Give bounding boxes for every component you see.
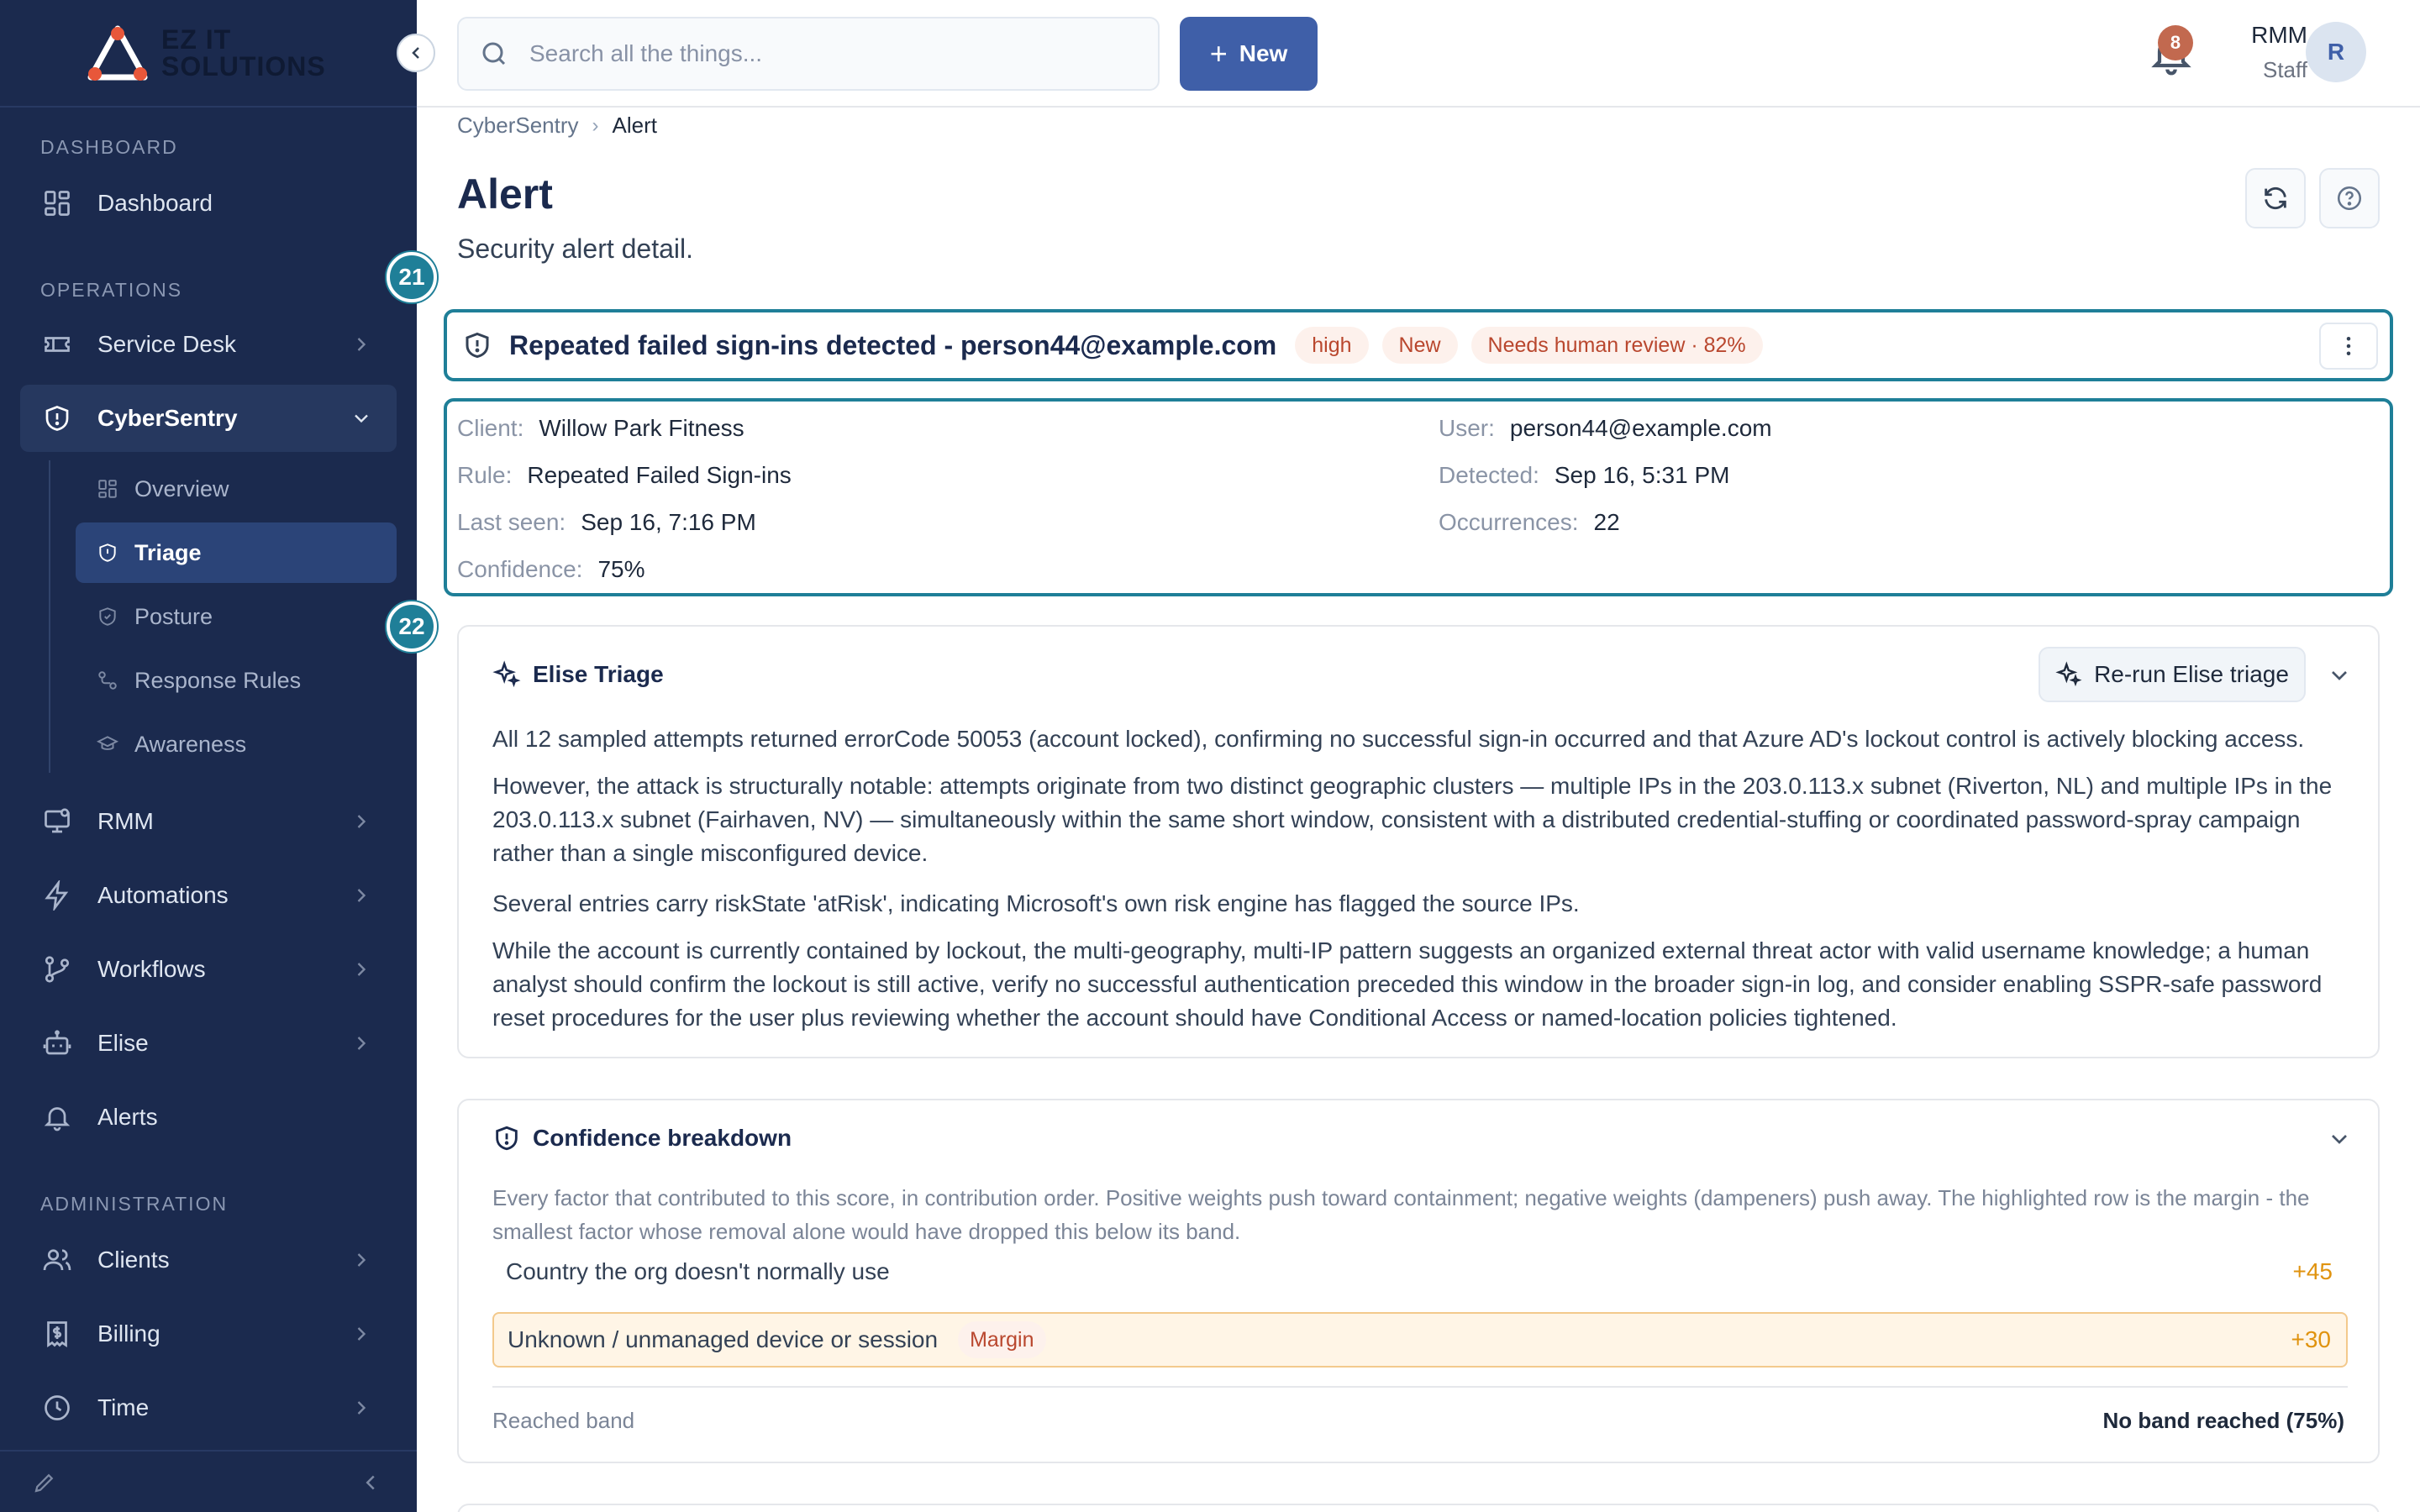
logo-icon: [87, 25, 148, 81]
confidence-title: [492, 1124, 792, 1152]
users-icon: [40, 1243, 74, 1277]
section-label-dashboard: DASHBOARD: [40, 136, 178, 158]
branch-icon: [40, 953, 74, 986]
collapse-sidebar-icon[interactable]: [358, 1470, 383, 1495]
sidebar-subitem-label: Triage: [134, 539, 202, 565]
confidence-description: Every factor that contributed to this score, in contribution order. Positive weights push toward containment; negative weights (dampeners) push away. The highlighted row is the margin - the smallest factor whose removal alone would have dropped this below its band.: [492, 1185, 2310, 1244]
sidebar-item-service-desk[interactable]: [20, 311, 397, 378]
sidebar: [0, 0, 417, 1512]
sidebar-item-billing[interactable]: [20, 1300, 397, 1368]
new-button[interactable]: [1180, 17, 1318, 91]
chevron-down-icon[interactable]: [2326, 1126, 2353, 1152]
sidebar-subitem-triage[interactable]: [76, 522, 397, 583]
sidebar-item-automations[interactable]: [20, 862, 397, 929]
sidebar-subitem-response-rules[interactable]: [76, 650, 397, 711]
refresh-button[interactable]: [2245, 168, 2306, 228]
step-marker-21: 21: [387, 252, 437, 302]
sidebar-item-label: Clients: [97, 1247, 170, 1273]
breadcrumb-current: Alert: [612, 113, 657, 138]
route-icon: [96, 669, 119, 692]
detail-label: Confidence:: [457, 556, 583, 582]
alert-title: Repeated failed sign-ins detected - person44@example.com: [509, 329, 1277, 360]
help-button[interactable]: [2319, 168, 2380, 228]
section-label-administration: ADMINISTRATION: [40, 1193, 229, 1215]
sidebar-subitem-awareness[interactable]: [76, 714, 397, 774]
triage-paragraph: Several entries carry riskState 'atRisk', indicating Microsoft's own risk engine has flagged the source IPs.: [492, 890, 1580, 916]
new-button-label: New: [1239, 40, 1288, 66]
chevron-right-icon: [350, 958, 373, 981]
factor-label: Country the org doesn't normally use: [506, 1258, 890, 1284]
detail-label: Client:: [457, 415, 524, 441]
sidebar-item-clients[interactable]: [20, 1226, 397, 1294]
chevron-right-icon: [350, 1322, 373, 1346]
review-badge: Needs human review · 82%: [1471, 327, 1763, 364]
detail-confidence: [457, 556, 644, 583]
brand-line-1: EZ IT: [161, 24, 232, 55]
sidebar-item-label: CyberSentry: [97, 405, 238, 431]
chevron-right-icon: [350, 810, 373, 833]
chevron-down-icon[interactable]: [2326, 662, 2353, 689]
chevron-right-icon: [350, 1396, 373, 1420]
alert-details: [444, 398, 2393, 596]
sidebar-item-label: Time: [97, 1394, 150, 1420]
triage-paragraph: All 12 sampled attempts returned errorCode 50053 (account locked), confirming no successful sign-in occurred and that Azure AD's lockout control is actively blocking access.: [492, 726, 2305, 752]
elise-triage-card: [457, 625, 2380, 1058]
top-bar: [417, 0, 2420, 108]
search-input[interactable]: [457, 17, 1160, 91]
ticket-icon: [40, 328, 74, 361]
detail-last-seen: [457, 509, 756, 536]
detail-label: Last seen:: [457, 509, 566, 535]
margin-badge: Margin: [958, 1321, 1045, 1358]
sidebar-item-label: Billing: [97, 1320, 160, 1347]
detail-value: Sep 16, 7:16 PM: [581, 509, 756, 535]
sidebar-item-label: Elise: [97, 1030, 149, 1056]
sidebar-subitem-overview[interactable]: [76, 459, 397, 519]
chevron-right-icon: [350, 1248, 373, 1272]
factor-label: Unknown / unmanaged device or session: [508, 1326, 939, 1352]
user-role: Staff: [2262, 57, 2307, 82]
sparkles-icon: [2055, 661, 2082, 688]
reached-band-label: Reached band: [492, 1408, 635, 1433]
sidebar-item-alerts[interactable]: [20, 1084, 397, 1151]
page-subtitle: Security alert detail.: [457, 234, 694, 264]
chevron-right-icon: [350, 884, 373, 907]
sidebar-footer: [0, 1450, 417, 1512]
bell-icon: [40, 1100, 74, 1134]
detail-label: User:: [1439, 415, 1495, 441]
detail-label: Rule:: [457, 462, 513, 488]
divider: [492, 1386, 2348, 1388]
card-title-text: Elise Triage: [533, 661, 664, 687]
sidebar-item-label: Dashboard: [97, 190, 213, 216]
avatar[interactable]: R: [2306, 22, 2366, 82]
detail-detected: [1439, 462, 1729, 489]
sidebar-item-label: Alerts: [97, 1104, 158, 1130]
grid-icon: [40, 186, 74, 220]
search-icon: [479, 39, 509, 69]
submenu-guide-line: [49, 460, 50, 773]
robot-icon: [40, 1026, 74, 1060]
step-marker-22: 22: [387, 601, 437, 652]
alert-header: [444, 309, 2393, 381]
sidebar-item-label: RMM: [97, 808, 154, 834]
shield-alert-icon: [462, 330, 492, 360]
factor-row: [492, 1245, 2348, 1299]
detail-label: Detected:: [1439, 462, 1539, 488]
shield-icon: [96, 541, 119, 564]
collapse-sidebar-button[interactable]: [397, 34, 435, 72]
shield-check-icon: [96, 605, 119, 628]
sidebar-item-label: Workflows: [97, 956, 206, 982]
detail-value: 75%: [597, 556, 645, 582]
detail-value: Willow Park Fitness: [539, 415, 744, 441]
brand-logo[interactable]: [0, 0, 417, 108]
factor-row-margin: [492, 1312, 2348, 1368]
search-placeholder: Search all the things...: [529, 40, 763, 66]
sidebar-item-rmm[interactable]: [20, 788, 397, 855]
detail-value: 22: [1593, 509, 1620, 535]
chevron-right-icon: [350, 1032, 373, 1055]
sidebar-subitem-label: Response Rules: [134, 667, 302, 693]
clock-icon: [40, 1391, 74, 1425]
confidence-breakdown-card: [457, 1099, 2380, 1463]
detail-value: Repeated Failed Sign-ins: [527, 462, 792, 488]
help-circle-icon: [2335, 184, 2364, 213]
factor-weight: +45: [2292, 1258, 2333, 1284]
severity-badge: high: [1295, 327, 1368, 364]
sidebar-item-workflows[interactable]: [20, 936, 397, 1003]
sidebar-item-label: Service Desk: [97, 331, 236, 357]
sparkles-icon: [492, 660, 521, 689]
monitor-icon: [40, 805, 74, 838]
shield-icon: [40, 402, 74, 435]
sidebar-subitem-label: Overview: [134, 475, 229, 501]
reached-band-value: No band reached (75%): [2102, 1408, 2344, 1433]
receipt-icon: [40, 1317, 74, 1351]
triage-paragraph: While the account is currently contained by lockout, the multi-geography, multi-IP pattern suggests an organized external threat actor with valid username knowledge; a human analyst should confirm the lockout is still active, verify no successful authentication preceded this window in the broader sign-in log, and consider enabling SSPR-safe password reset procedures for the user plus reviewing whether the account should have Conditional Access or named-location policies tightened.: [492, 937, 2323, 1031]
rerun-label: Re-run Elise triage: [2094, 661, 2289, 687]
card-title-text: Confidence breakdown: [533, 1125, 792, 1151]
elise-triage-title: [492, 660, 664, 689]
sidebar-item-elise[interactable]: [20, 1010, 397, 1077]
breadcrumb: [457, 113, 657, 139]
detail-rule: [457, 462, 792, 489]
sidebar-item-time[interactable]: [20, 1374, 397, 1441]
breadcrumb-cybersentry[interactable]: CyberSentry: [457, 113, 579, 138]
detail-value: Sep 16, 5:31 PM: [1554, 462, 1730, 488]
lightning-icon: [40, 879, 74, 912]
grid-icon: [96, 477, 119, 501]
refresh-icon: [2261, 184, 2290, 213]
sidebar-subitem-label: Posture: [134, 603, 213, 629]
triage-paragraph: However, the attack is structurally notable: attempts originate from two distinct geographic clusters — multiple IPs in the 203.0.113.x subnet (Riverton, NL) and multiple IPs in the 203.0.113.x subnet (Fairhaven, NV) — simultaneously within the same short window, consistent with a distributed credential-stuffing or coordinated password-spray campaign rather than a single misconfigured device.: [492, 773, 2333, 866]
notification-count-badge: 8: [2158, 25, 2193, 60]
chevron-right-icon: [350, 333, 373, 356]
page-title: Alert: [457, 171, 553, 218]
pencil-icon[interactable]: [32, 1470, 57, 1495]
detail-client: [457, 415, 744, 442]
chevron-down-icon: [350, 407, 373, 430]
chevron-left-icon: [406, 43, 426, 63]
brand-name: [161, 26, 326, 80]
detail-user: [1439, 415, 1772, 442]
kebab-menu-icon: [2336, 333, 2361, 359]
next-card: [457, 1504, 2380, 1512]
sidebar-subitem-label: Awareness: [134, 731, 247, 757]
rerun-triage-button[interactable]: [2039, 647, 2306, 702]
section-label-operations: OPERATIONS: [40, 279, 183, 301]
detail-occurrences: [1439, 509, 1620, 536]
sidebar-item-cybersentry[interactable]: [20, 385, 397, 452]
more-actions-button[interactable]: [2319, 323, 2378, 370]
sidebar-subitem-posture[interactable]: [76, 586, 397, 647]
chevron-right-icon: ›: [592, 113, 599, 137]
user-name: RMM: [2251, 22, 2307, 48]
sidebar-item-label: Automations: [97, 882, 229, 908]
factor-weight: +30: [2291, 1326, 2331, 1352]
brand-line-2: SOLUTIONS: [161, 51, 326, 81]
graduation-cap-icon: [96, 732, 119, 756]
detail-label: Occurrences:: [1439, 509, 1579, 535]
status-badge: New: [1382, 327, 1458, 364]
shield-alert-icon: [492, 1124, 521, 1152]
plus-icon: +: [1209, 36, 1228, 71]
detail-value: person44@example.com: [1509, 415, 1772, 441]
sidebar-item-dashboard[interactable]: [20, 170, 397, 237]
